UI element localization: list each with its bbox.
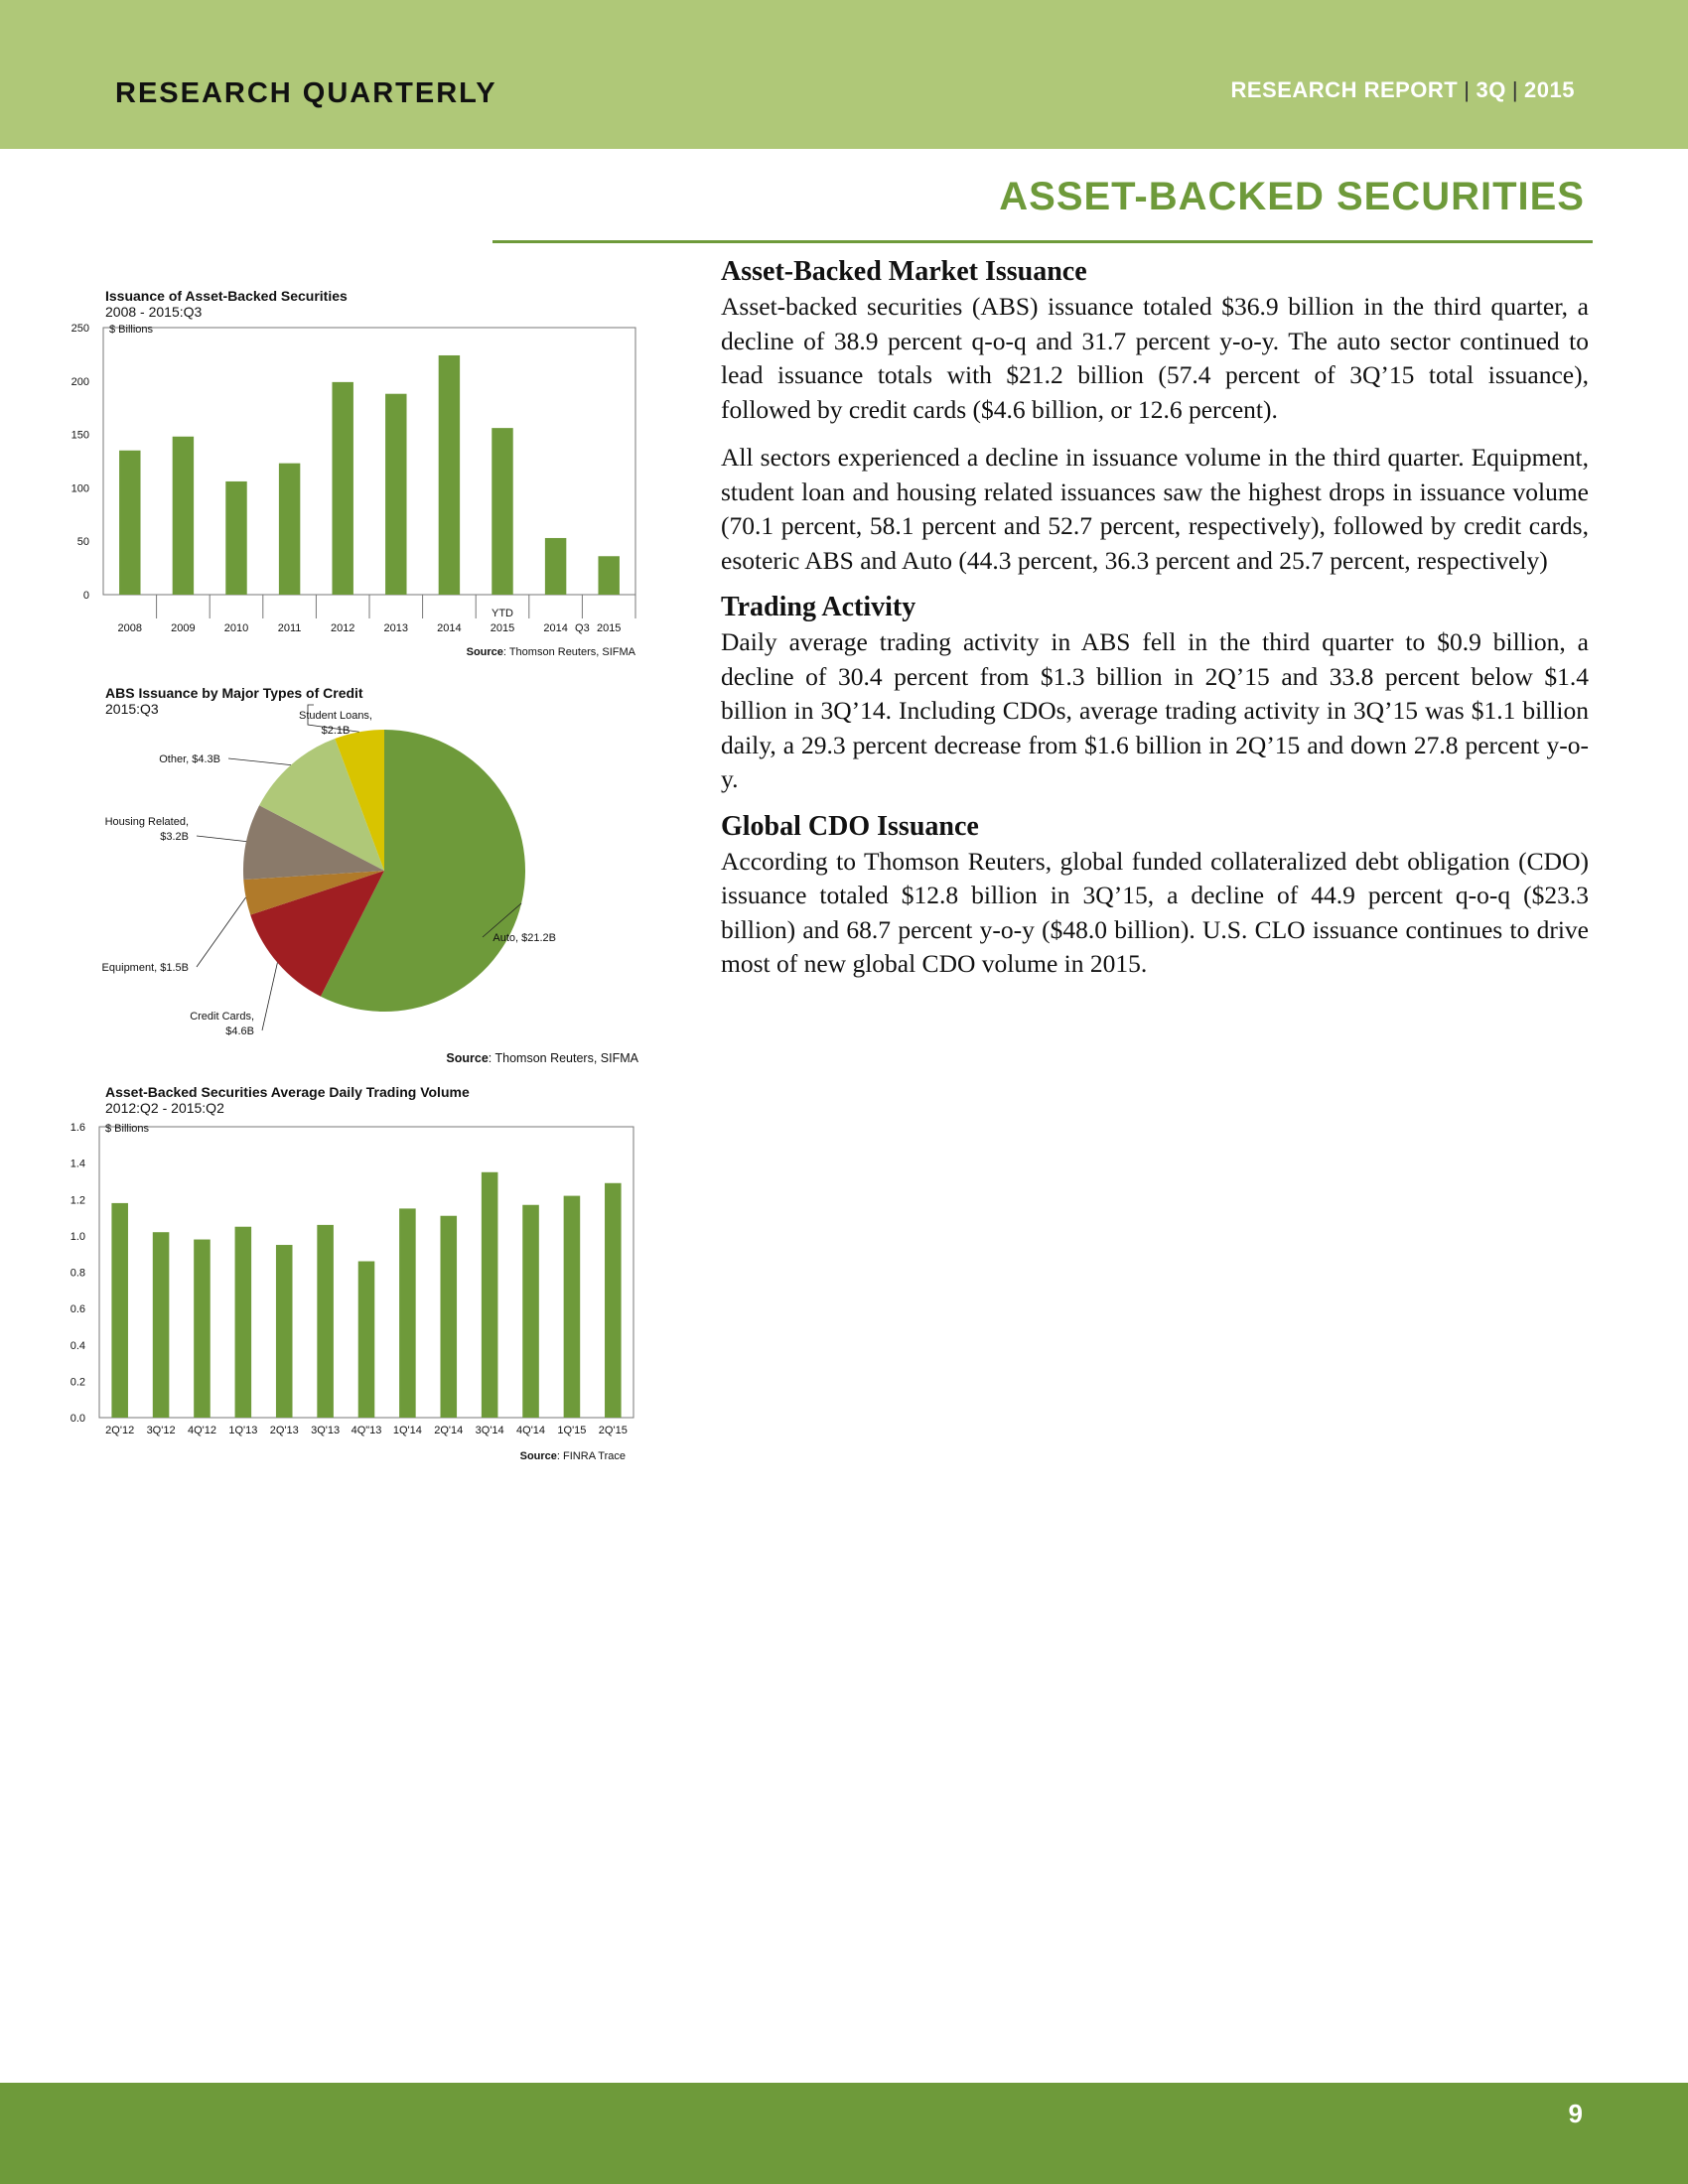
x-tick-label: 2Q'14 <box>434 1425 464 1436</box>
y-tick-label: 100 <box>70 482 89 495</box>
report-name: RESEARCH REPORT <box>1230 77 1459 102</box>
footer-band <box>0 2083 1688 2184</box>
x-tick-label: 2015 <box>596 622 622 634</box>
bar <box>358 1262 375 1418</box>
x-tick-label: 1Q'13 <box>228 1425 258 1436</box>
section-divider <box>492 240 1593 243</box>
pie-slice-label: $4.6B <box>225 1025 254 1037</box>
pie-slice-label: Student Loans, <box>298 710 373 722</box>
source-note: Source: Thomson Reuters, SIFMA <box>446 1051 638 1065</box>
bar <box>564 1196 581 1418</box>
bar <box>545 538 566 595</box>
source-note: Source: FINRA Trace <box>519 1450 626 1462</box>
bar <box>492 428 512 595</box>
y-tick-label: 0.8 <box>70 1267 85 1280</box>
chart-subtitle: 2008 - 2015:Q3 <box>105 304 203 320</box>
bar <box>276 1245 293 1418</box>
leader-line <box>197 836 246 842</box>
bar <box>332 382 352 595</box>
report-separator: | <box>1464 77 1471 102</box>
x-tick-label: 3Q'13 <box>311 1425 341 1436</box>
credit-type-pie-chart <box>79 683 655 1070</box>
chart-subtitle: 2015:Q3 <box>105 701 159 717</box>
bar <box>439 355 460 595</box>
pie-slice-label: Other, $4.3B <box>159 753 220 765</box>
x-tick-label: 2011 <box>277 622 302 634</box>
x-tick-label: 4Q'12 <box>187 1425 216 1436</box>
y-tick-label: 250 <box>70 323 89 335</box>
publication-title: RESEARCH QUARTERLY <box>115 77 497 109</box>
chart-title: Asset-Backed Securities Average Daily Trading Volume <box>105 1084 470 1100</box>
x-tick-label: 2013 <box>383 622 409 634</box>
y-tick-label: 0 <box>82 590 89 602</box>
x-tick-label: 2015 <box>490 622 515 634</box>
chart-abs-issuance <box>70 286 645 673</box>
heading-trading-activity: Trading Activity <box>721 592 916 622</box>
x-tick-label: 4Q"13 <box>351 1425 382 1436</box>
bar <box>598 556 619 595</box>
x-tick-label: 2010 <box>223 622 249 634</box>
paragraph: According to Thomson Reuters, global funded collateralized debt obligation (CDO) issuance totaled $12.8 billion in 3Q’15, a decline of 44.9 percent q-o-q ($23.3 billion) and 68.7 percent y-o-y ($48.0 billion). U.S. CLO issuance continues to drive most of new global CDO volume in 2015. <box>721 846 1589 978</box>
y-tick-label: 150 <box>70 429 89 442</box>
bar <box>111 1203 128 1418</box>
pie-slice-label: Auto, $21.2B <box>492 932 556 944</box>
y-tick-label: 1.0 <box>70 1230 85 1243</box>
heading-global-cdo: Global CDO Issuance <box>721 810 979 842</box>
x-tick-label: 2014 <box>543 622 568 634</box>
bar <box>399 1208 416 1418</box>
pie-slice-label: Credit Cards, <box>190 1011 254 1023</box>
x-tick-label: 3Q'14 <box>475 1425 504 1436</box>
trading-volume-bar-chart <box>70 1082 645 1469</box>
bar <box>194 1240 211 1418</box>
bar <box>225 481 246 595</box>
bar <box>482 1172 498 1418</box>
report-year: 2015 <box>1524 77 1575 102</box>
report-quarter: 3Q <box>1476 77 1506 102</box>
y-unit-label: $ Billions <box>109 324 154 336</box>
heading-market-issuance: Asset-Backed Market Issuance <box>721 256 1087 287</box>
section-title: ASSET-BACKED SECURITIES <box>999 175 1585 218</box>
paragraph: All sectors experienced a decline in issuance volume in the third quarter. Equipment, student loan and housing related issuances saw the highest drops in issuance volume (70.1 percent, 58.1 percent and 52.7 percent, respectively), followed by credit cards, esoteric ABS and Auto (44.3 percent, 36.3 percent and 25.7 percent, respectively) <box>721 443 1589 575</box>
y-tick-label: 1.6 <box>70 1122 85 1134</box>
bar <box>317 1225 334 1418</box>
source-note: Source: Thomson Reuters, SIFMA <box>466 646 635 658</box>
y-tick-label: 0.4 <box>70 1339 85 1352</box>
chart-title: Issuance of Asset-Backed Securities <box>105 288 348 304</box>
article-body <box>721 256 1589 996</box>
pie-slice-label: $2.1B <box>321 725 351 737</box>
y-tick-label: 0.2 <box>70 1376 85 1389</box>
x-tick-label: 2014 <box>437 622 462 634</box>
pie-slice-label: Equipment, $1.5B <box>101 962 189 974</box>
y-tick-label: 200 <box>70 375 89 388</box>
paragraph: Daily average trading activity in ABS fell in the third quarter to $0.9 billion, a decline of 30.4 percent from $1.3 billion in 2Q’15 and 33.8 percent below $1.4 billion in 3Q’14. Including CDOs, average trading activity in 3Q’15 was $1.1 billion daily, a 29.3 percent decrease from $1.6 billion in 2Q’15 and down 27.8 percent y-o-y. <box>721 627 1589 793</box>
y-tick-label: 0.0 <box>70 1413 85 1425</box>
chart-subtitle: 2012:Q2 - 2015:Q2 <box>105 1100 224 1116</box>
chart-trading-volume <box>70 1082 645 1469</box>
issuance-bar-chart <box>70 286 645 673</box>
y-tick-label: 1.4 <box>70 1158 85 1170</box>
leader-line <box>228 758 291 765</box>
chart-abs-by-credit-type <box>79 683 655 1070</box>
x-tick-label: 2Q'12 <box>105 1425 135 1436</box>
bar <box>279 464 300 595</box>
bar <box>385 394 406 595</box>
report-label <box>1231 77 1576 103</box>
x-tick-label: 1Q'14 <box>392 1425 422 1436</box>
bar <box>173 437 194 595</box>
report-separator: | <box>1511 77 1519 102</box>
chart-title: ABS Issuance by Major Types of Credit <box>105 685 363 701</box>
x-tick-label: 3Q'12 <box>146 1425 176 1436</box>
bar <box>153 1232 170 1418</box>
x-tick-label: 2Q'15 <box>598 1425 628 1436</box>
bar <box>605 1183 622 1418</box>
y-tick-label: 50 <box>76 536 89 549</box>
bar <box>235 1227 252 1418</box>
x-tick-label: 4Q'14 <box>516 1425 546 1436</box>
x-group-label: Q3 <box>575 622 590 634</box>
y-tick-label: 0.6 <box>70 1303 85 1316</box>
x-tick-label: 2008 <box>117 622 143 634</box>
bar <box>119 451 140 595</box>
x-tick-label: 1Q'15 <box>557 1425 587 1436</box>
pie-slice-label: $3.2B <box>160 831 189 843</box>
header-band <box>0 0 1688 149</box>
x-tick-label: YTD <box>492 608 513 619</box>
x-tick-label: 2009 <box>171 622 196 634</box>
x-tick-label: 2012 <box>330 622 355 634</box>
y-tick-label: 1.2 <box>70 1194 85 1207</box>
x-tick-label: 2Q'13 <box>269 1425 299 1436</box>
y-unit-label: $ Billions <box>105 1123 150 1135</box>
leader-line <box>262 963 277 1030</box>
bar <box>522 1205 539 1418</box>
leader-line <box>197 897 246 967</box>
page-number: 9 <box>1568 2099 1583 2128</box>
paragraph: Asset-backed securities (ABS) issuance totaled $36.9 billion in the third quarter, a decline of 38.9 percent q-o-q and 31.7 percent y-o-y. The auto sector continued to lead issuance totals with $21.2 billion (57.4 percent of 3Q’15 total issuance), followed by credit cards ($4.6 billion, or 12.6 percent). <box>721 292 1589 424</box>
pie-slice-label: Housing Related, <box>104 816 189 828</box>
bar <box>440 1216 457 1418</box>
